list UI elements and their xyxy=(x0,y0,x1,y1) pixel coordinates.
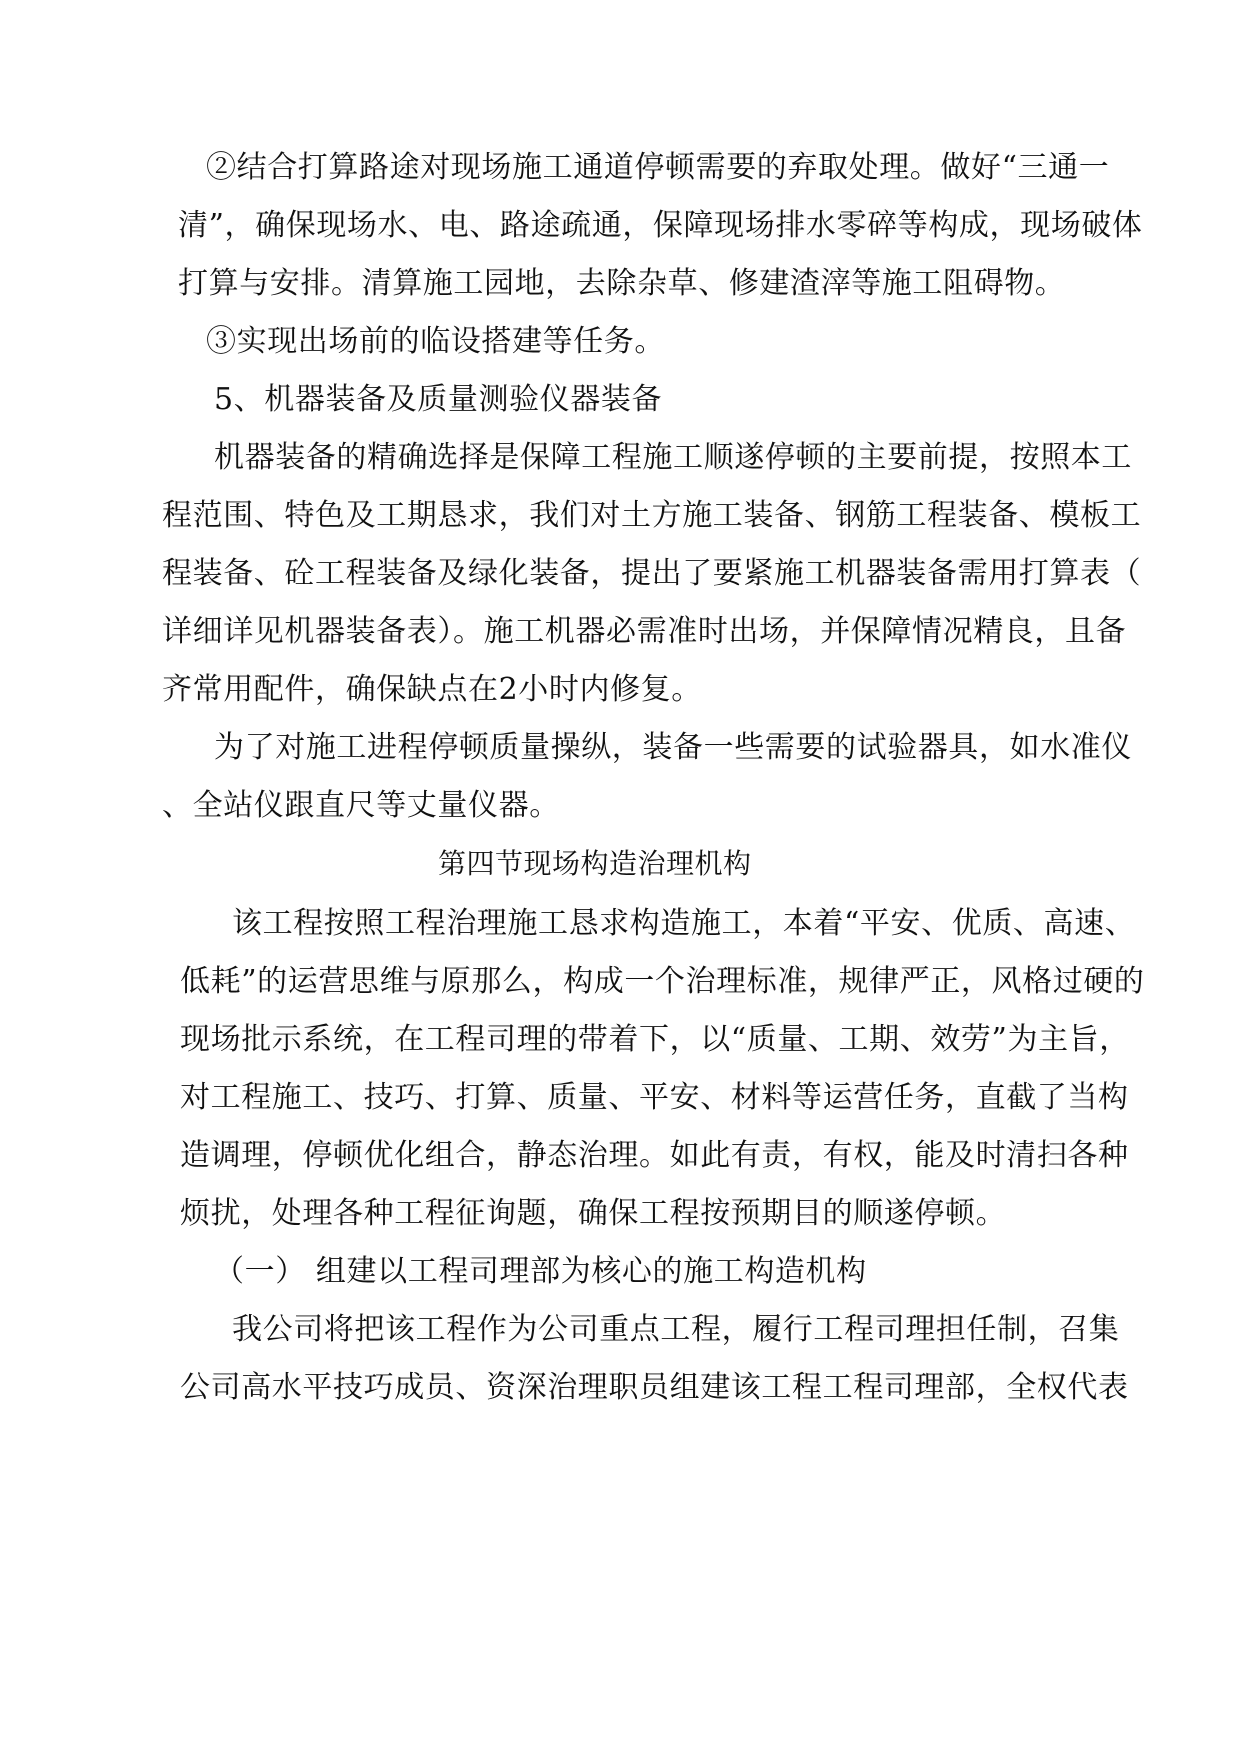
para-management-line-2: 低耗”的运营思维与原那么，构成一个治理标准，规律严正，风格过硬的 xyxy=(180,964,1145,999)
para-management-line-4: 对工程施工、技巧、打算、质量、平安、材料等运营任务，直截了当构 xyxy=(180,1080,1129,1115)
para-item2-line-2: 清”，确保现场水、电、路途疏通，保障现场排水零碎等构成，现场破体 xyxy=(178,208,1143,243)
subsection1-title: （一） 组建以工程司理部为核心的施工构造机构 xyxy=(214,1254,867,1289)
para-instruments-line-2: 、全站仪跟直尺等丈量仪器。 xyxy=(162,788,560,823)
para-machinery-line-3: 程装备、砼工程装备及绿化装备，提出了要紧施工机器装备需用打算表（ xyxy=(162,556,1142,591)
para-company-line-1: 我公司将把该工程作为公司重点工程，履行工程司理担任制，召集 xyxy=(232,1312,1120,1347)
para-machinery-line-2: 程范围、特色及工期恳求，我们对土方施工装备、钢筋工程装备、模板工 xyxy=(162,498,1142,533)
para-item3: ③实现出场前的临设搭建等任务。 xyxy=(206,324,665,359)
section4-heading: 第四节现场构造治理机构 xyxy=(438,847,752,880)
para-machinery-line-5: 齐常用配件，确保缺点在2小时内修复。 xyxy=(162,672,702,707)
para-item2-line-1: ②结合打算路途对现场施工通道停顿需要的弃取处理。做好“三通一 xyxy=(206,150,1110,185)
para-machinery-line-1: 机器装备的精确选择是保障工程施工顺遂停顿的主要前提，按照本工 xyxy=(214,440,1132,475)
para-item2-line-3: 打算与安排。清算施工园地，去除杂草、修建渣滓等施工阻碍物。 xyxy=(178,266,1066,301)
para-machinery-line-4: 详细详见机器装备表）。施工机器必需准时出场，并保障情况精良，且备 xyxy=(162,614,1127,649)
para-management-line-5: 造调理，停顿优化组合，静态治理。如此有责，有权，能及时清扫各种 xyxy=(180,1138,1129,1173)
section5-title: 5、机器装备及质量测验仪器装备 xyxy=(214,382,663,417)
para-instruments-line-1: 为了对施工进程停顿质量操纵，装备一些需要的试验器具，如水准仪 xyxy=(214,730,1132,765)
para-management-line-3: 现场批示系统，在工程司理的带着下，以“质量、工期、效劳”为主旨， xyxy=(180,1022,1130,1057)
para-management-line-1: 该工程按照工程治理施工恳求构造施工，本着“平安、优质、高速、 xyxy=(232,906,1136,941)
para-management-line-6: 烦扰，处理各种工程征询题，确保工程按预期目的顺遂停顿。 xyxy=(180,1196,1007,1231)
para-company-line-2: 公司高水平技巧成员、资深治理职员组建该工程工程司理部，全权代表 xyxy=(180,1370,1129,1405)
